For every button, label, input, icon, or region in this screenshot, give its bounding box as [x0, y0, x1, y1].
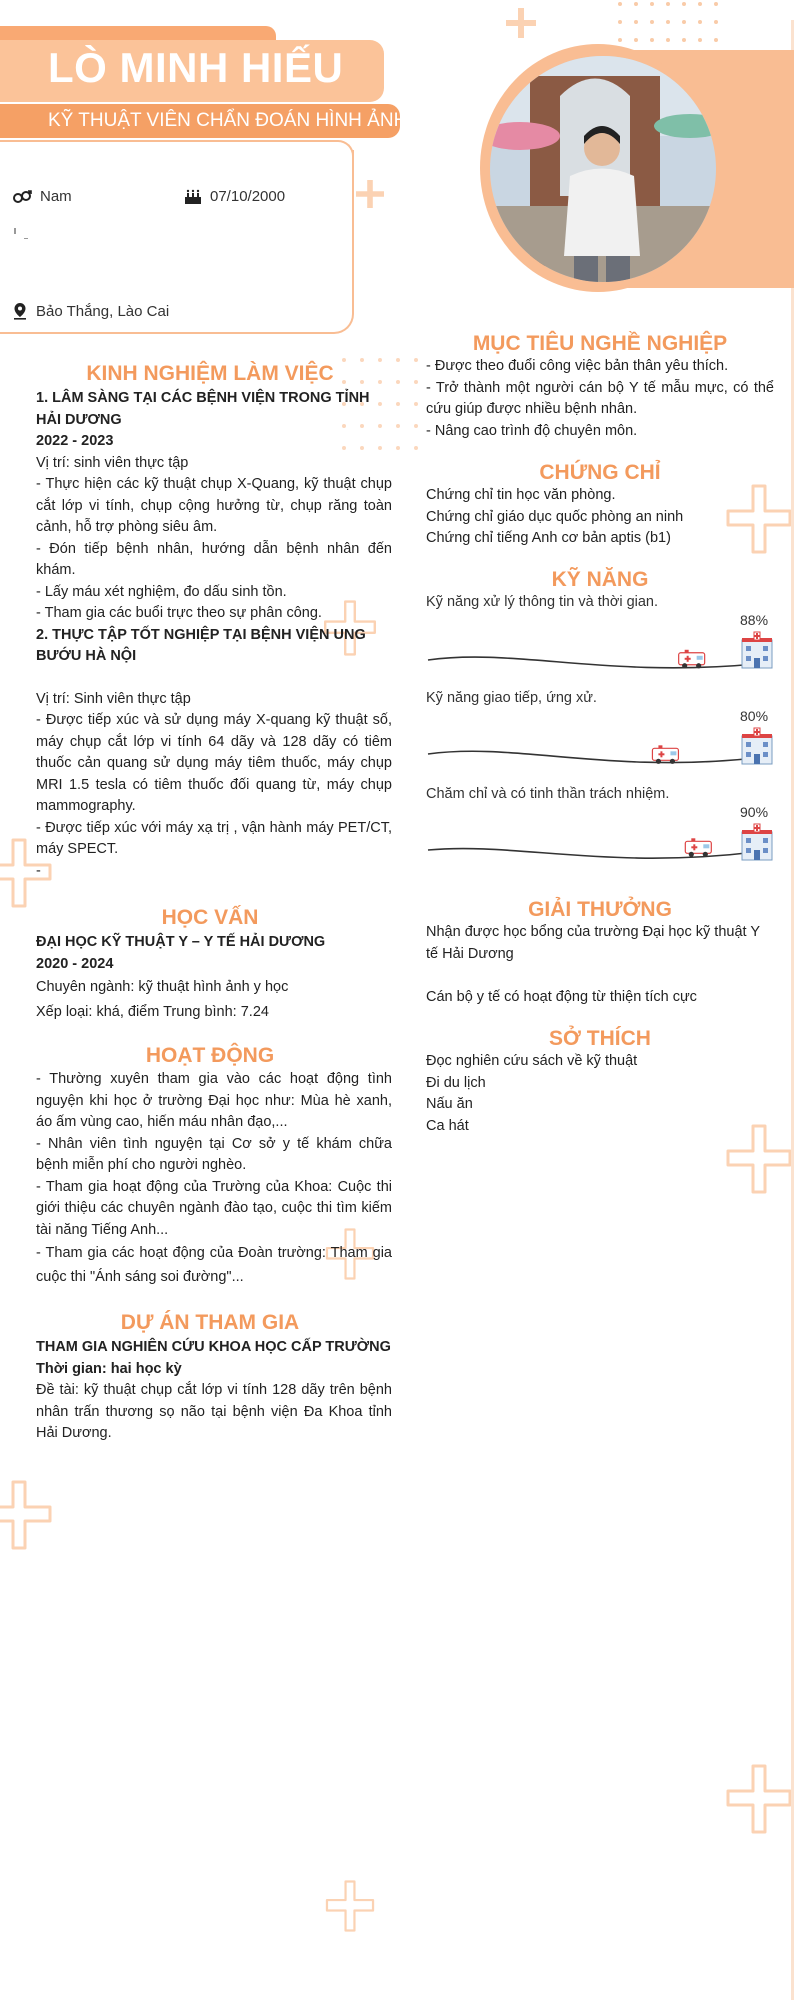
skill-percent: 80%	[740, 708, 769, 724]
hobby-item: Ca hát	[426, 1117, 469, 1134]
job1-task: - Đón tiếp bệnh nhân, hướng dẫn bệnh nhân đến khám.	[36, 540, 392, 578]
skill-progress-curve	[426, 820, 776, 868]
activities-section	[36, 1069, 392, 1289]
certificate-item: Chứng chỉ tiếng Anh cơ bản aptis (b1)	[426, 530, 671, 546]
project-topic: Đề tài: kỹ thuật chụp cắt lớp vi tính 128 dãy trên bệnh nhân trấn thương sọ não tại bệnh viện Đa Khoa tỉnh Hải Dương.	[36, 1382, 392, 1441]
ambulance-hospital-icon	[652, 728, 772, 764]
gender-row	[12, 188, 72, 205]
hobby-item: Đọc nghiên cứu sách về kỹ thuật	[426, 1053, 638, 1069]
award-item: Cán bộ y tế có hoạt động từ thiện tích cực	[426, 989, 697, 1005]
certificates-title: CHỨNG CHỈ	[539, 461, 661, 484]
job1-position: Vị trí: sinh viên thực tập	[36, 454, 189, 471]
activity-item: - Tham gia các hoạt động của Đoàn trường: Tham gia cuộc thi "Ánh sáng soi đường"...	[36, 1245, 392, 1285]
job2-task: - Được tiếp xúc với máy xạ trị , vận hành máy PET/CT, máy SPECT.	[36, 819, 392, 857]
skill-label: Chăm chỉ và có tinh thần trách nhiệm.	[426, 786, 670, 802]
education-period: 2020 - 2024	[36, 955, 114, 972]
skill-progress-curve	[426, 628, 776, 676]
project-time: Thời gian: hai học kỳ	[36, 1360, 182, 1377]
address-value: Bảo Thắng, Lào Cai	[36, 302, 170, 320]
skills-title: KỸ NĂNG	[551, 568, 649, 591]
experience-title: KINH NGHIỆM LÀM VIỆC	[86, 362, 334, 385]
plus-decoration-icon	[356, 180, 384, 208]
activity-item: - Tham gia hoạt động của Trường của Khoa: Cuộc thi giới thiệu các chuyên ngành đào tạo, cuộc thi tìm kiếm tài năng Tiếng Anh...	[36, 1178, 392, 1238]
info-tick-mark	[14, 228, 16, 234]
job1-task: - Tham gia các buổi trực theo sự phân công.	[36, 605, 322, 621]
hobby-item: Nấu ăn	[426, 1096, 473, 1112]
objective-item: - Trở thành một người cán bộ Y tế mẫu mực, có thể cứu giúp được nhiều bệnh nhân.	[426, 379, 774, 417]
hobbies-section	[426, 1051, 774, 1137]
activity-item: - Nhân viên tình nguyện tại Cơ sở y tế khám chữa bệnh miễn phí cho người nghèo.	[36, 1135, 392, 1173]
hobby-item: Đi du lịch	[426, 1074, 486, 1091]
skill-percent: 88%	[740, 612, 769, 628]
objective-item: - Được theo đuổi công việc bản thân yêu thích.	[426, 358, 729, 374]
birthday-row	[184, 188, 285, 205]
activity-item: - Thường xuyên tham gia vào các hoạt động tình nguyện khi học ở trường Đại học như: Mùa hè xanh, áo ấm vùng cao, hiến máu nhân đạo,...	[36, 1071, 392, 1130]
activities-title: HOẠT ĐỘNG	[145, 1044, 275, 1067]
job2-position: Vị trí: Sinh viên thực tập	[36, 690, 191, 707]
candidate-name: LÒ MINH HIẾU	[48, 44, 344, 91]
birthday-cake-icon	[184, 189, 202, 205]
projects-title: DỰ ÁN THAM GIA	[120, 1311, 300, 1334]
plus-outline-decoration-icon	[726, 1764, 792, 1834]
certificates-section	[426, 485, 774, 550]
education-grade: Xếp loại: khá, điểm Trung bình: 7.24	[36, 1003, 269, 1020]
plus-outline-decoration-icon	[324, 1880, 376, 1932]
plus-decoration-icon	[506, 8, 536, 38]
profile-photo	[490, 56, 716, 282]
education-title: HỌC VẤN	[161, 906, 259, 929]
certificate-item: Chứng chỉ giáo dục quốc phòng an ninh	[426, 508, 684, 525]
objective-item: - Nâng cao trình độ chuyên môn.	[426, 422, 638, 439]
education-section	[36, 932, 392, 1023]
address-row	[12, 302, 169, 320]
certificate-item: Chứng chỉ tin học văn phòng.	[426, 487, 616, 503]
skill-label: Kỹ năng giao tiếp, ứng xử.	[426, 690, 597, 706]
projects-section	[36, 1337, 392, 1445]
project-heading: THAM GIA NGHIÊN CỨU KHOA HỌC CẤP TRƯỜNG	[36, 1339, 391, 1355]
gender-value: Nam	[40, 188, 72, 205]
gender-icon	[12, 189, 32, 205]
birthday-value: 07/10/2000	[210, 188, 286, 205]
hobbies-title: SỞ THÍCH	[549, 1027, 651, 1050]
location-pin-icon	[12, 302, 28, 320]
info-tick-mark	[24, 238, 28, 239]
job2-task: - Được tiếp xúc và sử dụng máy X-quang kỹ thuật số, máy chụp cắt lớp vi tính 64 dãy và 128 dãy có tiêm thuốc cản quang sử dụng máy tiêm thuốc, máy chụp MRI 1.5 tesla có tiêm thuốc đối quang từ, máy chụp mammography.	[36, 712, 392, 814]
ambulance-hospital-icon	[679, 632, 772, 668]
job1-heading: 1. LÂM SÀNG TẠI CÁC BỆNH VIỆN TRONG TỈNH HẢI DƯƠNG	[36, 390, 370, 428]
skill-progress-curve	[426, 724, 776, 772]
job1-task: - Lấy máu xét nghiệm, đo dấu sinh tồn.	[36, 583, 287, 600]
skill-percent: 90%	[740, 804, 769, 820]
job1-task: - Thực hiện các kỹ thuật chụp X-Quang, kỹ thuật chụp cắt lớp vi tính, chụp cộng hưởng từ, chụp răng toàn cảnh, hỗ trợ phòng siêu âm.	[36, 476, 392, 535]
education-school: ĐẠI HỌC KỸ THUẬT Y – Y TẾ HẢI DƯƠNG	[36, 934, 326, 950]
job-title: KỸ THUẬT VIÊN CHẨN ĐOÁN HÌNH ẢNH	[48, 110, 408, 131]
job2-task: -	[36, 862, 41, 879]
awards-title: GIẢI THƯỞNG	[528, 898, 672, 921]
job1-period: 2022 - 2023	[36, 433, 114, 449]
award-item: Nhận được học bổng của trường Đại học kỹ thuật Y tế Hải Dương	[426, 924, 760, 962]
experience-section	[36, 388, 392, 882]
decorative-dots-top	[616, 0, 726, 46]
job2-heading: 2. THỰC TẬP TỐT NGHIỆP TẠI BỆNH VIỆN UNG BƯỚU HÀ NỘI	[36, 626, 366, 664]
objective-section	[426, 356, 774, 442]
plus-outline-decoration-icon	[0, 1480, 52, 1550]
skill-label: Kỹ năng xử lý thông tin và thời gian.	[426, 594, 659, 610]
awards-section	[426, 922, 774, 1009]
education-major: Chuyên ngành: kỹ thuật hình ảnh y học	[36, 979, 289, 995]
objective-title: MỤC TIÊU NGHỀ NGHIỆP	[472, 332, 728, 355]
